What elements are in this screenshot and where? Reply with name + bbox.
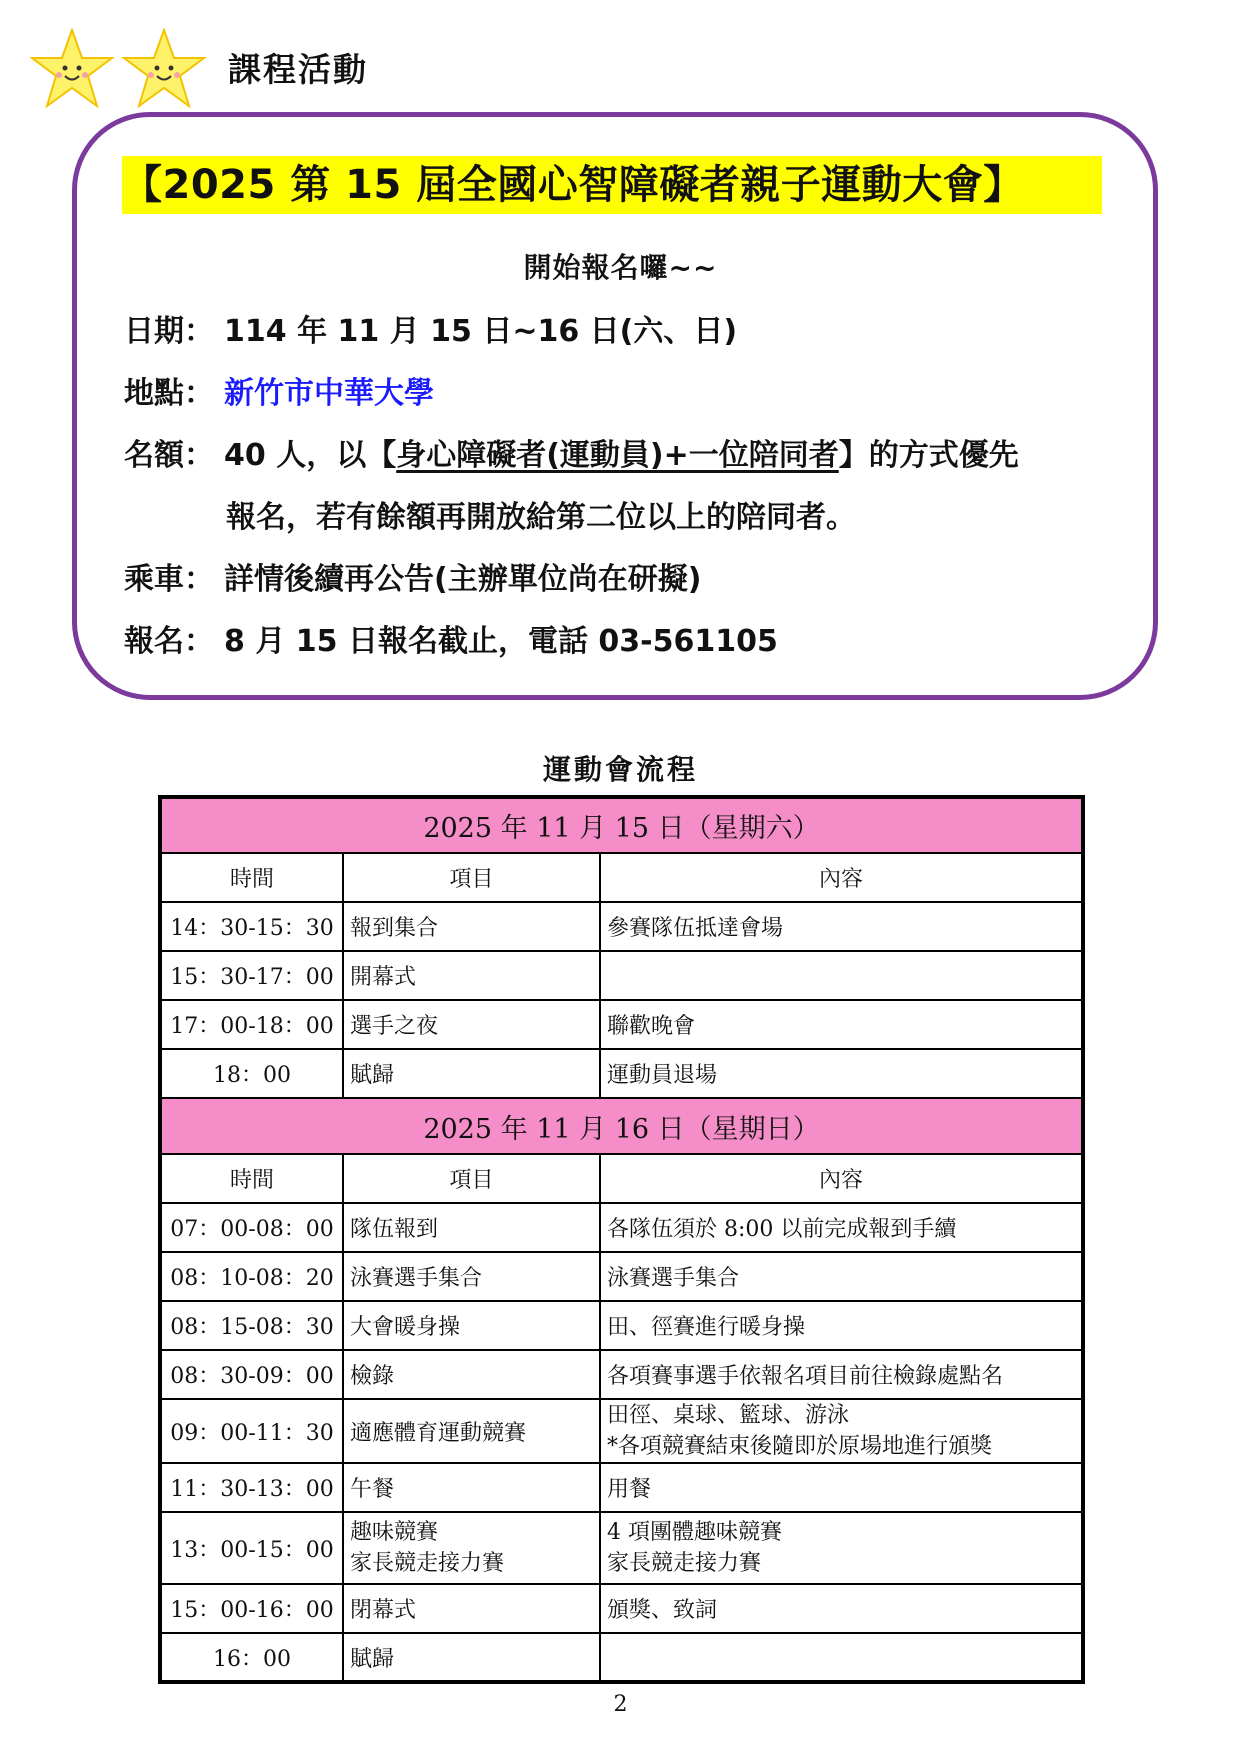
quota-label: 名額：: [124, 438, 214, 473]
quota-prefix: 40 人，以【: [224, 438, 397, 473]
row-time: 17：00-18：00: [160, 1000, 343, 1049]
registration-line: [124, 616, 778, 660]
row-content: 用餐: [600, 1463, 1083, 1512]
row-item: 選手之夜: [343, 1000, 600, 1049]
date-line: [124, 306, 737, 350]
row-content: 田、徑賽進行暖身操: [600, 1301, 1083, 1350]
row-time: 16：00: [160, 1633, 343, 1682]
registration-value: 8 月 15 日報名截止，電話 03-561105: [224, 624, 778, 659]
row-content-line: 田徑、桌球、籃球、游泳: [607, 1403, 850, 1428]
day2-date-row: [160, 1098, 1083, 1154]
table-row: [160, 1049, 1083, 1098]
venue-label: 地點：: [124, 376, 214, 411]
transport-label: 乘車：: [124, 562, 214, 597]
quota-suffix: 】的方式優先: [838, 438, 1019, 473]
row-time: 14：30-15：30: [160, 902, 343, 951]
row-time: 09：00-11：30: [160, 1399, 343, 1463]
table-row: [160, 1633, 1083, 1682]
table-row: [160, 1000, 1083, 1049]
schedule-table: [158, 795, 1085, 1684]
venue-value: 新竹市中華大學: [224, 376, 434, 411]
row-time: 18：00: [160, 1049, 343, 1098]
table-row: [160, 902, 1083, 951]
row-content: 泳賽選手集合: [600, 1252, 1083, 1301]
row-time: 07：00-08：00: [160, 1203, 343, 1252]
quota-priority: 身心障礙者(運動員)+一位陪同者: [396, 438, 839, 473]
row-time: 15：00-16：00: [160, 1584, 343, 1633]
row-content: 運動員退場: [600, 1049, 1083, 1098]
row-item: 泳賽選手集合: [343, 1252, 600, 1301]
row-item: [343, 1512, 600, 1584]
row-content: [600, 1399, 1083, 1463]
section-title: 課程活動: [228, 50, 368, 89]
date-label: 日期：: [124, 314, 214, 349]
star-decoration: [30, 28, 210, 112]
date-value: 114 年 11 月 15 日~16 日(六、日): [224, 314, 738, 349]
row-item: 適應體育運動競賽: [343, 1399, 600, 1463]
row-time: 11：30-13：00: [160, 1463, 343, 1512]
row-content: [600, 951, 1083, 1000]
smiling-star-icon: [32, 30, 112, 106]
row-content-line: *各項競賽結束後隨即於原場地進行頒獎: [607, 1434, 993, 1459]
row-item: 午餐: [343, 1463, 600, 1512]
table-row: [160, 1301, 1083, 1350]
header-content: 內容: [600, 1154, 1083, 1203]
header-item: 項目: [343, 1154, 600, 1203]
row-time: 08：10-08：20: [160, 1252, 343, 1301]
quota-continuation: 報名，若有餘額再開放給第二位以上的陪同者。: [226, 500, 856, 535]
row-content: 各項賽事選手依報名項目前往檢錄處點名: [600, 1350, 1083, 1399]
header-row: [160, 1154, 1083, 1203]
table-row: [160, 1584, 1083, 1633]
row-item: 開幕式: [343, 951, 600, 1000]
venue-line: [124, 368, 434, 412]
row-content: [600, 1633, 1083, 1682]
row-item-line: 趣味競賽: [350, 1520, 439, 1545]
table-row: [160, 1463, 1083, 1512]
row-item: 賦歸: [343, 1633, 600, 1682]
transport-line: [124, 554, 701, 598]
header-time: 時間: [160, 1154, 343, 1203]
row-time: 15：30-17：00: [160, 951, 343, 1000]
registration-open-subtitle: 開始報名囉~~: [523, 251, 718, 284]
header-time: 時間: [160, 853, 343, 902]
table-row: [160, 1512, 1083, 1584]
table-row: [160, 1203, 1083, 1252]
table-row: [160, 951, 1083, 1000]
day1-date: 2025 年 11 月 15 日（星期六）: [160, 797, 1083, 853]
row-time: 08：30-09：00: [160, 1350, 343, 1399]
row-content: 聯歡晚會: [600, 1000, 1083, 1049]
row-item: 檢錄: [343, 1350, 600, 1399]
page-number: 2: [613, 1692, 628, 1717]
row-content: [600, 1512, 1083, 1584]
row-content: 頒獎、致詞: [600, 1584, 1083, 1633]
row-content: 參賽隊伍抵達會場: [600, 902, 1083, 951]
row-item: 閉幕式: [343, 1584, 600, 1633]
row-item: 大會暖身操: [343, 1301, 600, 1350]
day1-date-row: [160, 797, 1083, 853]
row-time: 08：15-08：30: [160, 1301, 343, 1350]
registration-label: 報名：: [124, 624, 214, 659]
row-time: 13：00-15：00: [160, 1512, 343, 1584]
table-row: [160, 1252, 1083, 1301]
header-content: 內容: [600, 853, 1083, 902]
smiling-star-icon: [124, 30, 204, 106]
table-row: [160, 1350, 1083, 1399]
row-item-line: 家長競走接力賽: [350, 1551, 505, 1576]
quota-line: [124, 430, 1019, 474]
transport-value: 詳情後續再公告(主辦單位尚在研擬): [224, 562, 702, 597]
header-item: 項目: [343, 853, 600, 902]
row-item: 賦歸: [343, 1049, 600, 1098]
schedule-title: 運動會流程: [542, 753, 698, 786]
row-item: 隊伍報到: [343, 1203, 600, 1252]
row-item: 報到集合: [343, 902, 600, 951]
row-content: 各隊伍須於 8:00 以前完成報到手續: [600, 1203, 1083, 1252]
event-banner: 【2025 第 15 屆全國心智障礙者親子運動大會】: [122, 156, 1102, 214]
header-row: [160, 853, 1083, 902]
row-content-line: 4 項團體趣味競賽: [607, 1520, 782, 1545]
day2-date: 2025 年 11 月 16 日（星期日）: [160, 1098, 1083, 1154]
row-content-line: 家長競走接力賽: [607, 1551, 762, 1576]
table-row: [160, 1399, 1083, 1463]
